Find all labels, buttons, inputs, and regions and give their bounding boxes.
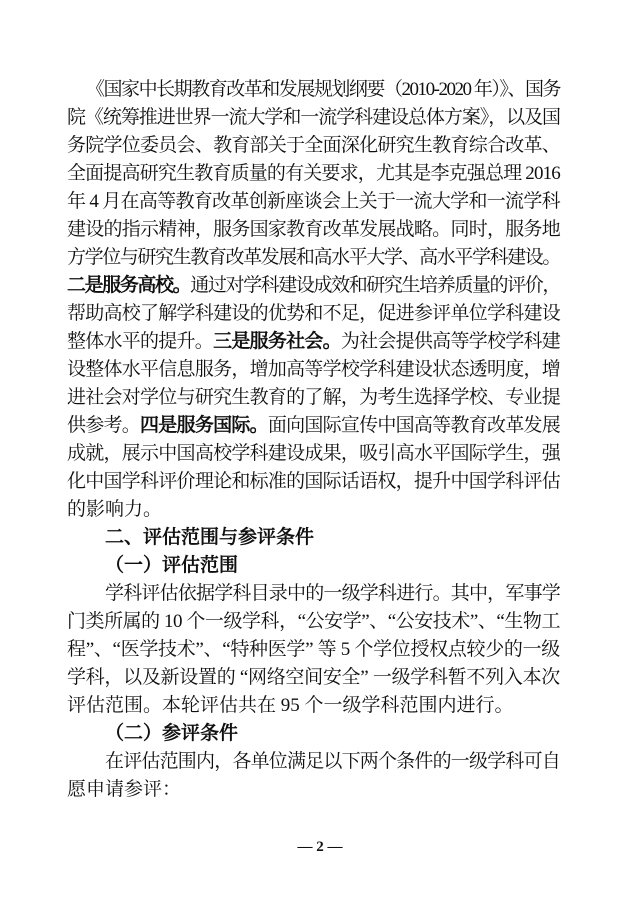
text-run: 程”、“医学技术”、“特种医学” 等 5 个学位授权点较少的一级 bbox=[67, 639, 560, 660]
text-line bbox=[67, 216, 560, 244]
text-run: 的影响力。 bbox=[67, 499, 163, 520]
text-line bbox=[67, 664, 560, 692]
text-line bbox=[67, 76, 560, 104]
page-number: — 2 — bbox=[297, 839, 343, 855]
text-line bbox=[67, 328, 560, 356]
text-run: 在评估范围内，各单位满足以下两个条件的一级学科可自 bbox=[105, 751, 560, 772]
text-run: 全面提高研究生教育质量的有关要求，尤其是李克强总理 2016 bbox=[67, 163, 560, 184]
text-run: 供参考。 bbox=[67, 415, 141, 436]
text-line bbox=[67, 188, 560, 216]
text-line bbox=[67, 300, 560, 328]
bold-run: 三是服务社会。 bbox=[213, 331, 341, 352]
text-run: 通过对学科建设成效和研究生培养质量的评价， bbox=[190, 275, 560, 296]
text-run: 学科评估依据学科目录中的一级学科进行。其中，军事学 bbox=[105, 583, 560, 604]
text-line bbox=[67, 356, 560, 384]
text-run: 面向国际宣传中国高等教育改革发展 bbox=[267, 415, 560, 436]
text-run: 年 4 月在高等教育改革创新座谈会上关于一流大学和一流学科 bbox=[67, 191, 560, 212]
text-line bbox=[67, 160, 560, 188]
text-run: 化中国学科评价理论和标准的国际话语权，提升中国学科评估 bbox=[67, 471, 560, 492]
text-line bbox=[67, 580, 560, 608]
section-heading bbox=[67, 720, 560, 748]
bold-run: 二、评估范围与参评条件 bbox=[105, 527, 315, 548]
text-line bbox=[67, 272, 560, 300]
text-run: 学科，以及新设置的 “网络空间安全” 一级学科暂不列入本次 bbox=[67, 667, 560, 688]
text-line bbox=[67, 608, 560, 636]
bold-run: 四是服务国际。 bbox=[140, 415, 268, 436]
text-line bbox=[67, 104, 560, 132]
text-run: 为社会提供高等学校学科建 bbox=[340, 331, 560, 352]
text-run: 愿申请参评： bbox=[67, 779, 182, 800]
text-block bbox=[67, 76, 560, 804]
text-line bbox=[67, 692, 560, 720]
text-run: 院《统筹推进世界一流大学和一流学科建设总体方案》，以及国 bbox=[67, 107, 560, 128]
text-run: 整体水平的提升。 bbox=[67, 331, 214, 352]
bold-run: （二）参评条件 bbox=[105, 723, 239, 744]
text-run: 成就，展示中国高校学科建设成果，吸引高水平国际学生，强 bbox=[67, 443, 560, 464]
text-run: 建设的指示精神，服务国家教育改革发展战略。同时，服务地 bbox=[67, 219, 560, 240]
text-line bbox=[67, 468, 560, 496]
text-line bbox=[67, 440, 560, 468]
text-run: 评估范围。本轮评估共在 95 个一级学科范围内进行。 bbox=[67, 695, 514, 716]
text-line bbox=[67, 132, 560, 160]
text-run: 门类所属的 10 个一级学科，“公安学”、“公安技术”、“生物工 bbox=[67, 611, 561, 632]
text-run: 务院学位委员会、教育部关于全面深化研究生教育综合改革、 bbox=[67, 135, 560, 156]
text-run: 方学位与研究生教育改革发展和高水平大学、高水平学科建设。 bbox=[67, 247, 560, 268]
text-line bbox=[67, 384, 560, 412]
bold-run: （一）评估范围 bbox=[105, 555, 239, 576]
text-line bbox=[67, 776, 560, 804]
text-line bbox=[67, 244, 560, 272]
text-line bbox=[67, 748, 560, 776]
text-line bbox=[67, 412, 560, 440]
text-run: 《国家中长期教育改革和发展规划纲要（2010-2020 年）》、国务 bbox=[86, 79, 560, 100]
text-line bbox=[67, 496, 560, 524]
bold-run: 二是服务高校。 bbox=[67, 275, 191, 296]
text-run: 帮助高校了解学科建设的优势和不足，促进参评单位学科建设 bbox=[67, 303, 560, 324]
section-heading bbox=[67, 524, 560, 552]
text-run: 进社会对学位与研究生教育的了解，为考生选择学校、专业提 bbox=[67, 387, 560, 408]
text-run: 设整体水平信息服务，增加高等学校学科建设状态透明度，增 bbox=[67, 359, 560, 380]
section-heading bbox=[67, 552, 560, 580]
text-line bbox=[67, 636, 560, 664]
